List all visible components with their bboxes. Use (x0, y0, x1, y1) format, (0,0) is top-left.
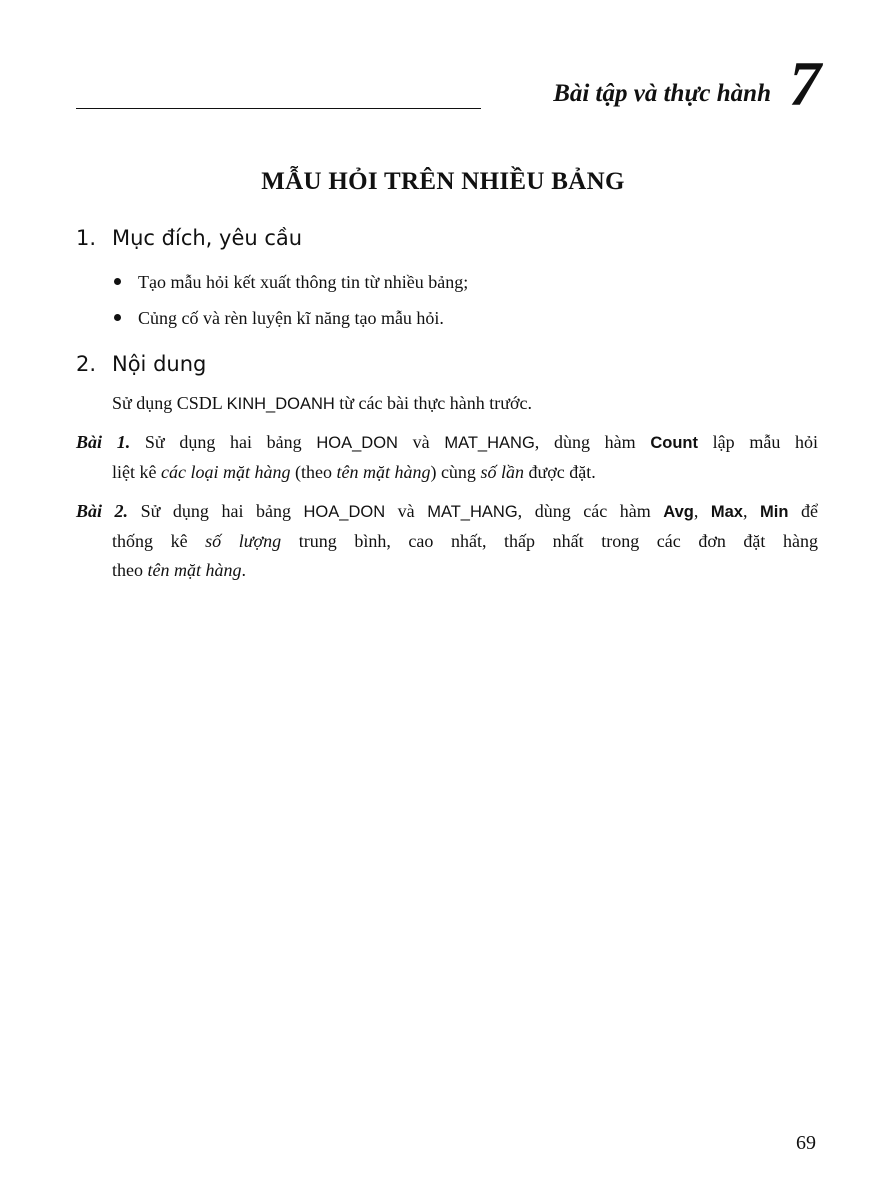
objectives-list (112, 264, 468, 336)
section-2-number: 2. (76, 352, 97, 376)
text-run: thống kê (112, 531, 206, 551)
function-name: Max (710, 503, 743, 521)
text-run: và (385, 501, 428, 521)
function-name: Count (650, 434, 698, 452)
intro-text: từ các bài thực hành trước. (334, 393, 533, 413)
database-name: KINH_DOANH (226, 395, 335, 413)
emphasis: số lượng (205, 531, 282, 551)
exercise-label: Bài 1. (76, 432, 131, 452)
section-1-heading (76, 226, 302, 250)
text-run: , (693, 501, 711, 521)
text-run: trung bình, cao nhất, thấp nhất trong các đơn đặt hàng (281, 531, 818, 551)
text-run: và (397, 432, 445, 452)
exercise-label: Bài 2. (76, 501, 129, 521)
exercise-2-line-1 (76, 497, 818, 527)
exercise-1-line-2 (76, 458, 818, 487)
emphasis: các loại mặt hàng (160, 462, 291, 482)
bullet-icon (114, 278, 121, 285)
text-run: liệt kê (112, 462, 161, 482)
list-item (112, 300, 468, 336)
function-name: Min (760, 503, 789, 521)
text-run: , (743, 501, 761, 521)
table-name: MAT_HANG (427, 503, 518, 521)
text-run: (theo (290, 462, 337, 482)
text-run: ) cùng (430, 462, 481, 482)
function-name: Avg (663, 503, 694, 521)
section-2-intro (112, 389, 532, 419)
table-name: MAT_HANG (444, 434, 535, 452)
text-run: để (788, 501, 818, 521)
exercise-2-line-2 (76, 527, 818, 556)
page-title: MẪU HỎI TRÊN NHIỀU BẢNG (261, 168, 625, 195)
page-number: 69 (796, 1132, 816, 1154)
chapter-number: 7 (789, 48, 821, 119)
table-name: HOA_DON (316, 434, 398, 452)
list-item (112, 264, 468, 300)
text-run: lập mẫu hỏi (697, 432, 819, 452)
text-run: Sử dụng hai bảng (130, 432, 317, 452)
intro-text: Sử dụng CSDL (112, 393, 227, 413)
bullet-icon (114, 314, 121, 321)
section-1-title: Mục đích, yêu cầu (112, 226, 303, 250)
text-run: được đặt. (523, 462, 596, 482)
text-run: , dùng hàm (534, 432, 651, 452)
section-1-number: 1. (76, 226, 97, 250)
list-item-text: Củng cố và rèn luyện kĩ năng tạo mẫu hỏi. (138, 308, 444, 328)
text-run: theo (112, 560, 148, 580)
exercise-2 (76, 497, 818, 585)
chapter-label: Bài tập và thực hành (553, 80, 771, 107)
text-run: . (241, 560, 246, 580)
emphasis: tên mặt hàng (147, 560, 242, 580)
table-name: HOA_DON (303, 503, 386, 521)
emphasis: tên mặt hàng (336, 462, 431, 482)
text-run: , dùng các hàm (517, 501, 664, 521)
section-2-title: Nội dung (112, 352, 207, 376)
exercise-1 (76, 428, 818, 487)
exercise-2-line-3 (76, 556, 818, 585)
chapter-header (76, 48, 821, 119)
exercise-1-line-1 (76, 428, 818, 458)
text-run: Sử dụng hai bảng (128, 501, 304, 521)
emphasis: số lần (480, 462, 524, 482)
list-item-text: Tạo mẫu hỏi kết xuất thông tin từ nhiều bảng; (138, 272, 469, 292)
header-rule (76, 108, 481, 109)
section-2-heading (76, 352, 206, 376)
